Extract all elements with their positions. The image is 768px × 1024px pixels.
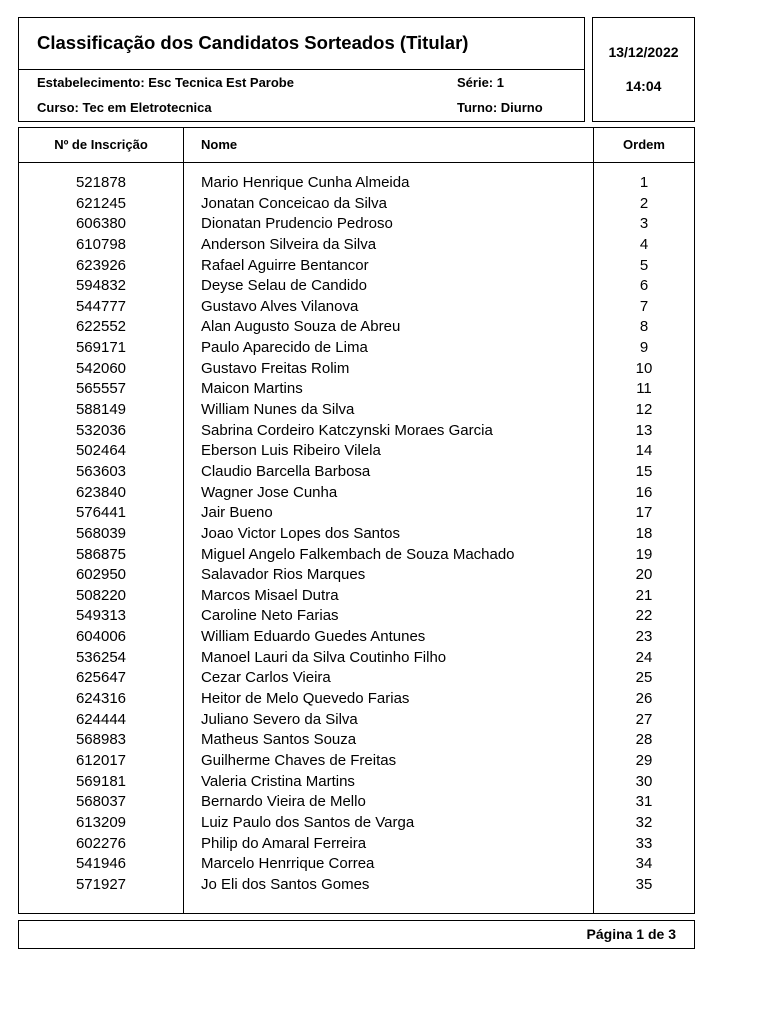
cell-ordem: 24 [635,648,653,666]
cell-inscricao: 571927 [75,875,127,893]
cell-inscricao: 625647 [75,669,127,687]
cell-inscricao: 569171 [75,339,127,357]
datetime-box [592,17,695,122]
cell-inscricao: 613209 [75,813,127,831]
cell-nome: Juliano Severo da Silva [201,710,358,728]
cell-inscricao: 568983 [75,731,127,749]
cell-ordem: 22 [635,607,653,625]
report-date: 13/12/2022 [608,44,679,60]
cell-nome: Maicon Martins [201,380,303,398]
table-row [19,813,694,834]
page-indicator: Página 1 de 3 [586,926,676,942]
cell-inscricao: 568039 [75,524,127,542]
cell-inscricao: 563603 [75,462,127,480]
cell-nome: Jonatan Conceicao da Silva [201,194,387,212]
column-header-ordem: Ordem [623,137,665,152]
cell-ordem: 11 [636,380,652,398]
table-row [19,276,694,297]
cell-inscricao: 542060 [75,359,127,377]
cell-ordem: 8 [639,318,649,336]
table-row [19,689,694,710]
cell-nome: Matheus Santos Souza [201,731,357,749]
table-row [19,606,694,627]
cell-inscricao: 622552 [75,318,127,336]
cell-inscricao: 624316 [75,690,127,708]
table-row [19,441,694,462]
cell-nome: Wagner Jose Cunha [201,483,338,501]
cell-nome: Philip do Amaral Ferreira [201,834,367,852]
cell-inscricao: 568037 [75,793,127,811]
cell-inscricao: 624444 [75,710,127,728]
table-row [19,338,694,359]
cell-inscricao: 602950 [75,566,127,584]
cell-nome: Joao Victor Lopes dos Santos [201,524,401,542]
cell-ordem: 33 [635,834,653,852]
cell-nome: Rafael Aguirre Bentancor [201,256,369,274]
report-time: 14:04 [625,78,662,94]
cell-inscricao: 532036 [75,421,127,439]
table-row [19,297,694,318]
table-row [19,214,694,235]
table-row [19,710,694,731]
footer-box [18,920,695,949]
cell-ordem: 10 [635,359,653,377]
table-row [19,317,694,338]
cell-nome: Mario Henrique Cunha Almeida [201,174,410,191]
cell-ordem: 15 [635,462,653,480]
cell-inscricao: 623840 [75,483,127,501]
cell-ordem: 27 [635,710,653,728]
table-row [19,627,694,648]
cell-inscricao: 621245 [75,194,127,212]
serie-label: Série: 1 [457,75,504,90]
cell-inscricao: 541946 [75,855,127,873]
header-box [18,17,585,122]
cell-ordem: 30 [635,772,653,790]
cell-nome: Jo Eli dos Santos Gomes [201,875,370,893]
cell-nome: Paulo Aparecido de Lima [201,339,368,357]
cell-inscricao: 588149 [75,401,127,419]
cell-ordem: 23 [635,628,653,646]
cell-inscricao: 604006 [75,628,127,646]
table-body [19,173,694,895]
cell-ordem: 1 [639,174,649,191]
table-row [19,483,694,504]
cell-ordem: 19 [635,545,653,563]
cell-nome: Heitor de Melo Quevedo Farias [201,690,410,708]
cell-nome: Marcos Misael Dutra [201,586,339,604]
table-row [19,792,694,813]
cell-inscricao: 569181 [75,772,127,790]
cell-inscricao: 594832 [75,277,127,295]
cell-inscricao: 536254 [75,648,127,666]
table-row [19,772,694,793]
table-row [19,730,694,751]
cell-ordem: 25 [635,669,653,687]
table-row [19,503,694,524]
cell-ordem: 14 [635,442,653,460]
cell-ordem: 3 [639,215,649,233]
cell-inscricao: 544777 [75,297,127,315]
cell-inscricao: 549313 [75,607,127,625]
cell-ordem: 26 [635,690,653,708]
cell-nome: Bernardo Vieira de Mello [201,793,366,811]
cell-ordem: 21 [635,586,653,604]
table-row [19,875,694,896]
cell-nome: Gustavo Alves Vilanova [201,297,359,315]
curso-label: Curso: Tec em Eletrotecnica [37,100,212,115]
cell-nome: Miguel Angelo Falkembach de Souza Machado [201,545,515,563]
cell-nome: William Nunes da Silva [201,401,355,419]
table-row [19,524,694,545]
cell-nome: Jair Bueno [201,504,273,522]
cell-ordem: 18 [635,524,653,542]
cell-inscricao: 502464 [75,442,127,460]
cell-inscricao: 610798 [75,235,127,253]
cell-ordem: 6 [639,277,649,295]
cell-ordem: 16 [635,483,653,501]
table-row [19,565,694,586]
cell-nome: Cezar Carlos Vieira [201,669,331,687]
estabelecimento-label: Estabelecimento: Esc Tecnica Est Parobe [37,75,294,90]
cell-nome: Eberson Luis Ribeiro Vilela [201,442,381,460]
cell-ordem: 31 [635,793,653,811]
cell-ordem: 5 [639,256,649,274]
table-row [19,751,694,772]
cell-inscricao: 508220 [75,586,127,604]
cell-nome: Valeria Cristina Martins [201,772,355,790]
cell-ordem: 9 [639,339,649,357]
cell-inscricao: 586875 [75,545,127,563]
table-row [19,421,694,442]
cell-inscricao: 602276 [75,834,127,852]
cell-ordem: 7 [639,297,649,315]
cell-inscricao: 565557 [75,380,127,398]
table-row [19,545,694,566]
cell-inscricao: 521878 [75,174,127,191]
cell-ordem: 28 [635,731,653,749]
cell-ordem: 17 [635,504,653,522]
table-row [19,648,694,669]
table-row [19,834,694,855]
cell-ordem: 4 [639,235,649,253]
table-row [19,194,694,215]
cell-nome: William Eduardo Guedes Antunes [201,628,426,646]
cell-nome: Salavador Rios Marques [201,566,366,584]
cell-nome: Alan Augusto Souza de Abreu [201,318,401,336]
cell-nome: Manoel Lauri da Silva Coutinho Filho [201,648,447,666]
cell-nome: Guilherme Chaves de Freitas [201,751,397,769]
cell-nome: Deyse Selau de Candido [201,277,367,295]
cell-ordem: 2 [639,194,649,212]
cell-ordem: 13 [635,421,653,439]
cell-nome: Luiz Paulo dos Santos de Varga [201,813,415,831]
table-row [19,462,694,483]
cell-inscricao: 606380 [75,215,127,233]
turno-label: Turno: Diurno [457,100,543,115]
cell-inscricao: 576441 [75,504,127,522]
table-row [19,235,694,256]
column-header-nome: Nome [201,137,238,152]
cell-nome: Claudio Barcella Barbosa [201,462,371,480]
table-row [19,586,694,607]
cell-ordem: 12 [635,401,653,419]
cell-ordem: 20 [635,566,653,584]
table-row [19,668,694,689]
page-title: Classificação dos Candidatos Sorteados (Titular) [37,32,469,53]
cell-ordem: 35 [635,875,653,893]
cell-nome: Marcelo Henrrique Correa [201,855,375,873]
cell-nome: Sabrina Cordeiro Katczynski Moraes Garcia [201,421,493,439]
table-row [19,359,694,380]
cell-inscricao: 623926 [75,256,127,274]
cell-nome: Anderson Silveira da Silva [201,235,377,253]
results-table [18,127,695,914]
table-row [19,173,694,194]
table-row [19,854,694,875]
cell-ordem: 32 [635,813,653,831]
table-row [19,256,694,277]
cell-nome: Caroline Neto Farias [201,607,339,625]
cell-nome: Dionatan Prudencio Pedroso [201,215,393,233]
table-row [19,379,694,400]
header-divider [19,69,584,70]
cell-inscricao: 612017 [75,751,127,769]
column-header-inscricao: Nº de Inscrição [54,137,148,152]
cell-ordem: 29 [635,751,653,769]
table-row [19,400,694,421]
cell-ordem: 34 [635,855,653,873]
cell-nome: Gustavo Freitas Rolim [201,359,350,377]
table-header-divider [19,162,694,163]
